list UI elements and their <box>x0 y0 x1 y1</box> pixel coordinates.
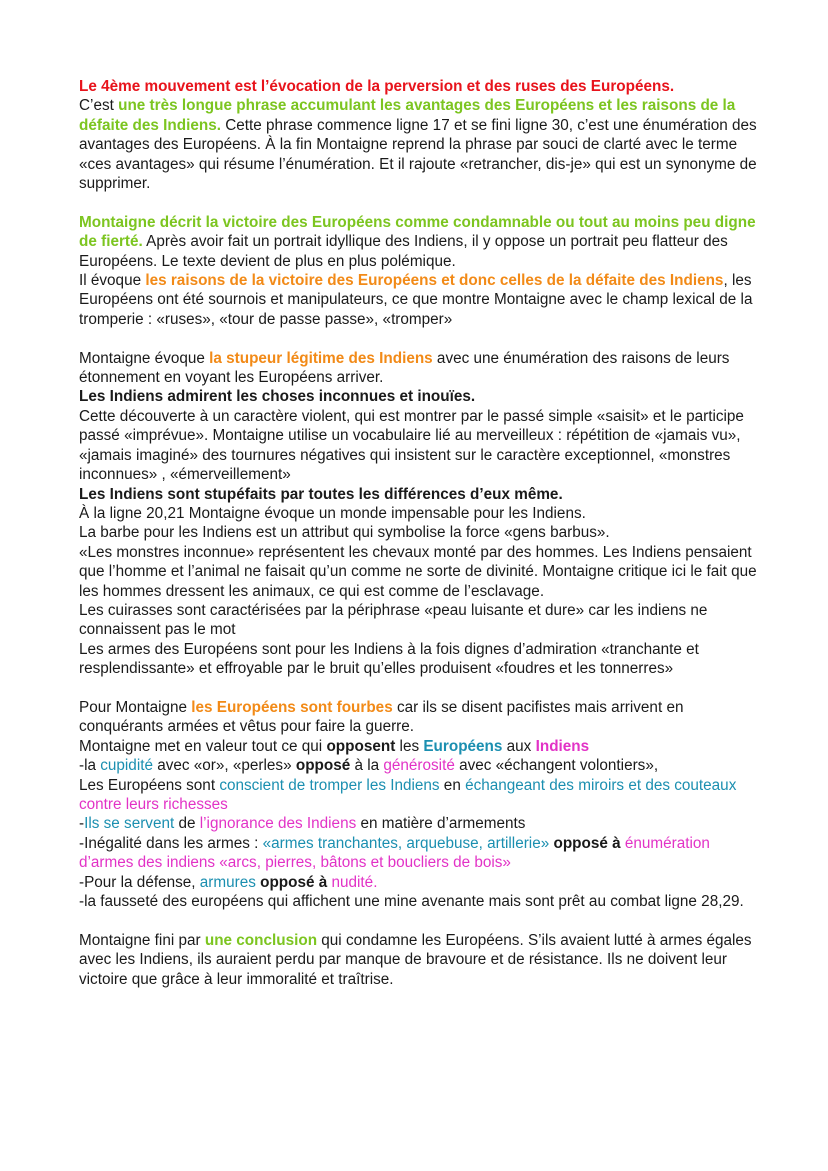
highlight-conclusion: une conclusion <box>204 931 318 949</box>
paragraph-conclusion: Montaigne fini par une conclusion qui condamne les Européens. S’ils avaient lutté à armes égales avec les Indiens, ils auraient perdu par manque de bravoure et de résistance. Ils ne doivent leur victoire que grâce à leur immoralité et traîtrise. <box>79 931 752 988</box>
subheading-admirent: Les Indiens admirent les choses inconnues et inouïes. <box>79 388 476 406</box>
highlight-raisons: les raisons de la victoire des Européens et donc celles de la défaite des Indiens <box>145 272 724 290</box>
keyword-indiens: Indiens <box>535 737 590 755</box>
subheading-stupefaits: Les Indiens sont stupéfaits par toutes les différences d’eux même. <box>79 485 563 503</box>
highlight-phrase: une très longue phrase accumulant les avantages des Européens et les raisons de la défaite des Indiens. <box>79 97 736 134</box>
highlight-stupeur: la stupeur légitime des Indiens <box>209 349 433 367</box>
highlight-fourbes: les Européens sont fourbes <box>191 698 393 716</box>
section-title: Le 4ème mouvement est l’évocation de la perversion et des ruses des Européens. <box>79 78 675 95</box>
highlight-victoire: Montaigne décrit la victoire des Européens comme condamnable ou tout au moins peu digne de fierté. <box>79 213 756 251</box>
paragraph-fourbes: Pour Montaigne les Européens sont fourbes car ils se disent pacifistes mais arrivent en conquérants armées et vêtus pour faire la guerre. Montaigne met en valeur tout ce qui opposent les Européens aux Indiens -la cupidité avec «or», «perles» opposé à la générosité avec «échangent volontiers», Les Européens sont conscient de tromper les Indiens en échangeant des miroirs et des couteaux contre leurs richesses -Ils se servent de l’ignorance des Indiens en matière d’armements -Inégalité dans les armes : «armes tranchantes, arquebuse, artillerie» opposé à énumération d’armes des indiens «arcs, pierres, bâtons et boucliers de bois» -Pour la défense, armures opposé à nudité. -la fausseté des européens qui affichent une mine avenante mais sont prêt au combat ligne 28,29. <box>79 698 744 911</box>
paragraph-victoire: Montaigne décrit la victoire des Européens comme condamnable ou tout au moins peu digne de fierté. Après avoir fait un portrait idyllique des Indiens, il y oppose un portrait peu flatteur des Européens. Le texte devient de plus en plus polémique. Il évoque les raisons de la victoire des Européens et donc celles de la défaite des Indiens, les Européens ont été sournois et manipulateurs, ce que montre Montaigne avec le champ lexical de la tromperie : «ruses», «tour de passe passe», «tromper» <box>79 213 756 328</box>
paragraph-stupeur: Montaigne évoque la stupeur légitime des Indiens avec une énumération des raisons de leurs étonnement en voyant les Européens arriver. Les Indiens admirent les choses inconnues et inouïes. Cette découverte à un caractère violent, qui est montrer par le passé simple «saisit» et le participe passé «imprévue». Montaigne utilise un vocabulaire lié au merveilleux : répétition de «jamais vu», «jamais imaginé» des tournures négatives qui insistent sur le caractère exceptionnel, «monstres inconnues» , «émerveillement» Les Indiens sont stupéfaits par toutes les différences d’eux même. À la ligne 20,21 Montaigne évoque un monde impensable pour les Indiens. La barbe pour les Indiens est un attribut qui symbolise la force «gens barbus». «Les monstres inconnue» représentent les chevaux monté par des hommes. Les Indiens pensaient que l’homme et l’animal ne faisait qu’un comme ne sorte de divinité. Montaigne critique ici le fait que les hommes dressent les animaux, ce qui est comme de l’esclavage. Les cuirasses sont caractérisées par la périphrase «peau luisante et dure» car les indiens ne connaissent pas le mot Les armes des Européens sont pour les Indiens à la fois dignes d’admiration «tranchante et resplendissante» et effroyable par le bruit qu’elles produisent «foudres et les tonnerres» <box>79 349 757 678</box>
paragraph-mouvement: Le 4ème mouvement est l’évocation de la perversion et des ruses des Européens. C’est une très longue phrase accumulant les avantages des Européens et les raisons de la défaite des Indiens. Cette phrase commence ligne 17 et se fini ligne 30, c’est une énumération des avantages des Européens. À la fin Montaigne reprend la phrase par souci de clarté avec le terme «ces avantages» qui résume l’énumération. Et il rajoute «retrancher, dis-je» qui est un synonyme de supprimer. <box>79 78 757 193</box>
keyword-europeens: Européens <box>423 737 503 755</box>
